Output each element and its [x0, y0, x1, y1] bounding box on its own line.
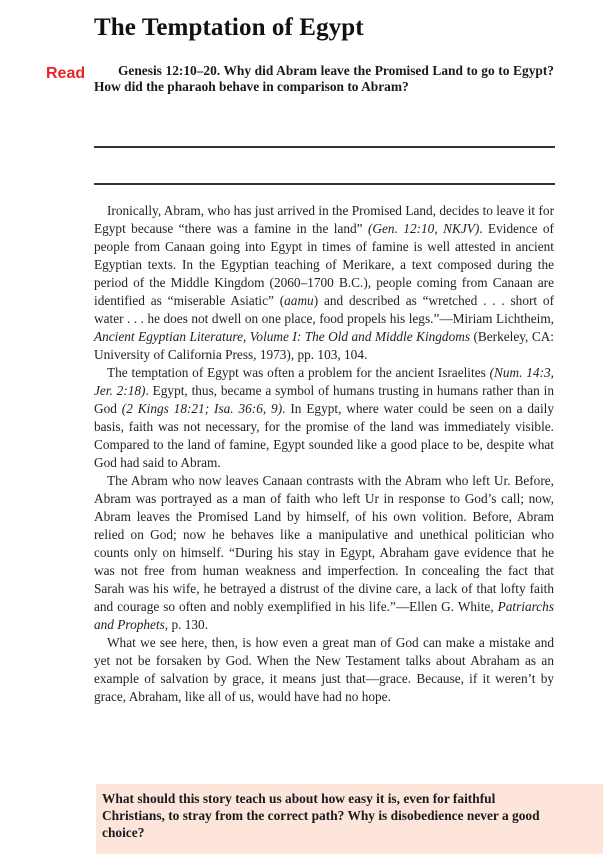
scripture-reference: (Gen. 12:10, NKJV): [367, 221, 480, 236]
text: ) and described as “wretched . . . short of water . . . he does not dwell on one place, food propels his legs.”—Miriam Lichtheim,: [94, 293, 554, 326]
italic-term: aamu: [284, 293, 314, 308]
paragraph-3: [94, 472, 554, 634]
book-title: Ancient Egyptian Literature, Volume I: The Old and Middle Kingdoms: [94, 329, 471, 344]
answer-line-1[interactable]: [94, 146, 555, 148]
text: The temptation of Egypt was often a problem for the ancient Israelites: [107, 365, 490, 380]
paragraph-1: [94, 202, 554, 364]
scripture-reference: (Num. 14:3, Jer. 2:18): [94, 365, 554, 398]
discussion-question: What should this story teach us about how easy it is, even for faithful Christians, to stray from the correct path? Why is disobedience never a good choice?: [102, 791, 540, 840]
book-title: Patriarchs and Prophets: [94, 599, 554, 632]
paragraph-2: [94, 364, 554, 472]
paragraph-4: [94, 634, 554, 706]
read-question: Genesis 12:10–20. Why did Abram leave the Promised Land to go to Egypt? How did the pharaoh behave in comparison to Abram?: [94, 63, 554, 94]
text: , p. 130.: [164, 617, 209, 632]
text: Ironically, Abram, who has just arrived in the Promised Land, decides to leave it for Egypt because “there was a famine in the land”: [94, 203, 554, 236]
text: . In Egypt, where water could be seen on a daily basis, faith was not necessary, for the promise of the land was immediately visible. Compared to the land of famine, Egypt sounded like a good place to be, despite what God had said to Abram.: [94, 401, 555, 470]
answer-line-2[interactable]: [94, 183, 555, 185]
text: . Evidence of people from Canaan going into Egypt in times of famine is well attested in ancient Egyptian texts. In the Egyptian teaching of Merikare, a text composed during the period of the Middle Kingdom (2060–1700 B.C.), people coming from Canaan are identified as “miserable Asiatic” (: [94, 221, 554, 308]
section-title: The Temptation of Egypt: [94, 14, 364, 41]
text: What we see here, then, is how even a great man of God can make a mistake and yet not be forsaken by God. When the New Testament talks about Abraham as an example of salvation by grace, it means just that—grace. Because, if it weren’t by grace, Abraham, like all of us, would have had no hope.: [94, 635, 554, 704]
body-text: [94, 202, 554, 706]
read-label: Read: [46, 65, 86, 82]
scripture-reference: (2 Kings 18:21; Isa. 36:6, 9): [121, 401, 283, 416]
text: The Abram who now leaves Canaan contrasts with the Abram who left Ur. Before, Abram was portrayed as a man of faith who left Ur in response to God’s call; now, Abram leaves the Promised Land by himself, of his own volition. Before, Abram relied on God; now he behaves like a manipulative and unethical politician who counts only on himself. “During his stay in Egypt, Abraham gave evidence that he was not free from human weakness and imperfection. In concealing the fact that Sarah was his wife, he betrayed a distrust of the divine care, a lack of that lofty faith and courage so often and nobly exemplified in his life.”—Ellen G. White,: [94, 473, 554, 614]
text: (Berkeley, CA: University of California Press, 1973), pp. 103, 104.: [94, 329, 554, 362]
text: . Egypt, thus, became a symbol of humans trusting in humans rather than in God: [94, 383, 554, 416]
